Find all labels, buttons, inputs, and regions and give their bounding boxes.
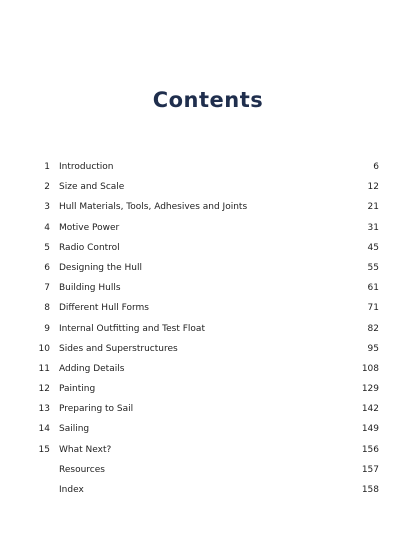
page-number: 149	[361, 424, 379, 435]
chapter-title: Different Hull Forms	[59, 303, 149, 314]
chapter-title: Designing the Hull	[59, 262, 142, 273]
chapter-title: Radio Control	[59, 242, 120, 253]
page-number: 71	[367, 303, 379, 314]
toc-entry[interactable]	[0, 278, 416, 298]
toc-entry[interactable]	[0, 298, 416, 318]
chapter-title: Hull Materials, Tools, Adhesives and Joints	[59, 202, 248, 213]
page-number: 45	[367, 242, 379, 253]
page-number: 108	[361, 363, 379, 374]
toc-entry[interactable]	[0, 177, 416, 197]
chapter-title: Building Hulls	[59, 283, 121, 294]
table-of-contents	[0, 157, 416, 500]
page-number: 95	[367, 343, 379, 354]
page-number: 82	[367, 323, 379, 334]
chapter-title: Internal Outfitting and Test Float	[59, 323, 205, 334]
toc-entry[interactable]	[0, 258, 416, 278]
chapter-title: Adding Details	[59, 363, 125, 374]
chapter-number: 4	[44, 222, 50, 233]
toc-entry[interactable]	[0, 197, 416, 217]
chapter-number: 1	[44, 162, 50, 172]
chapter-number: 5	[44, 242, 50, 253]
page-number: 55	[367, 262, 379, 273]
chapter-number: 8	[44, 303, 50, 314]
page-number: 12	[367, 182, 379, 193]
toc-entry[interactable]	[0, 218, 416, 238]
toc-entry[interactable]	[0, 419, 416, 439]
toc-entry[interactable]	[0, 399, 416, 419]
page-number: 21	[367, 202, 379, 213]
chapter-title: Size and Scale	[59, 182, 125, 193]
chapter-number: 7	[44, 283, 50, 294]
chapter-title: Sides and Superstructures	[59, 343, 178, 354]
chapter-title: Resources	[59, 464, 105, 475]
toc-entry[interactable]	[0, 319, 416, 339]
page-number: 61	[367, 283, 379, 294]
toc-entry[interactable]	[0, 157, 416, 177]
chapter-number: 6	[44, 262, 50, 273]
page-number: 157	[361, 464, 379, 475]
chapter-number: 3	[44, 202, 50, 213]
toc-entry[interactable]	[0, 379, 416, 399]
chapter-number: 9	[44, 323, 50, 334]
chapter-title: Sailing	[59, 424, 90, 435]
toc-entry[interactable]	[0, 480, 416, 500]
chapter-title: Introduction	[59, 162, 114, 172]
chapter-title: Painting	[59, 384, 96, 395]
chapter-title: What Next?	[59, 444, 112, 455]
chapter-number: 10	[38, 343, 50, 354]
chapter-number: 13	[38, 404, 50, 415]
page-title: Contents	[152, 88, 264, 112]
toc-entry[interactable]	[0, 339, 416, 359]
page-number: 129	[361, 384, 379, 395]
chapter-title: Preparing to Sail	[59, 404, 134, 415]
chapter-number: 11	[38, 363, 50, 374]
chapter-title: Index	[59, 485, 84, 495]
chapter-title: Motive Power	[59, 222, 120, 233]
toc-entry[interactable]	[0, 238, 416, 258]
page-number: 142	[361, 404, 379, 415]
chapter-number: 2	[44, 182, 50, 193]
page-number: 156	[361, 444, 379, 455]
page-number: 158	[361, 485, 379, 495]
toc-entry[interactable]	[0, 460, 416, 480]
chapter-number: 12	[38, 384, 50, 395]
page-number: 31	[367, 222, 379, 233]
chapter-number: 14	[38, 424, 50, 435]
page-number: 6	[373, 162, 379, 172]
toc-entry[interactable]	[0, 440, 416, 460]
chapter-number: 15	[38, 444, 50, 455]
toc-entry[interactable]	[0, 359, 416, 379]
